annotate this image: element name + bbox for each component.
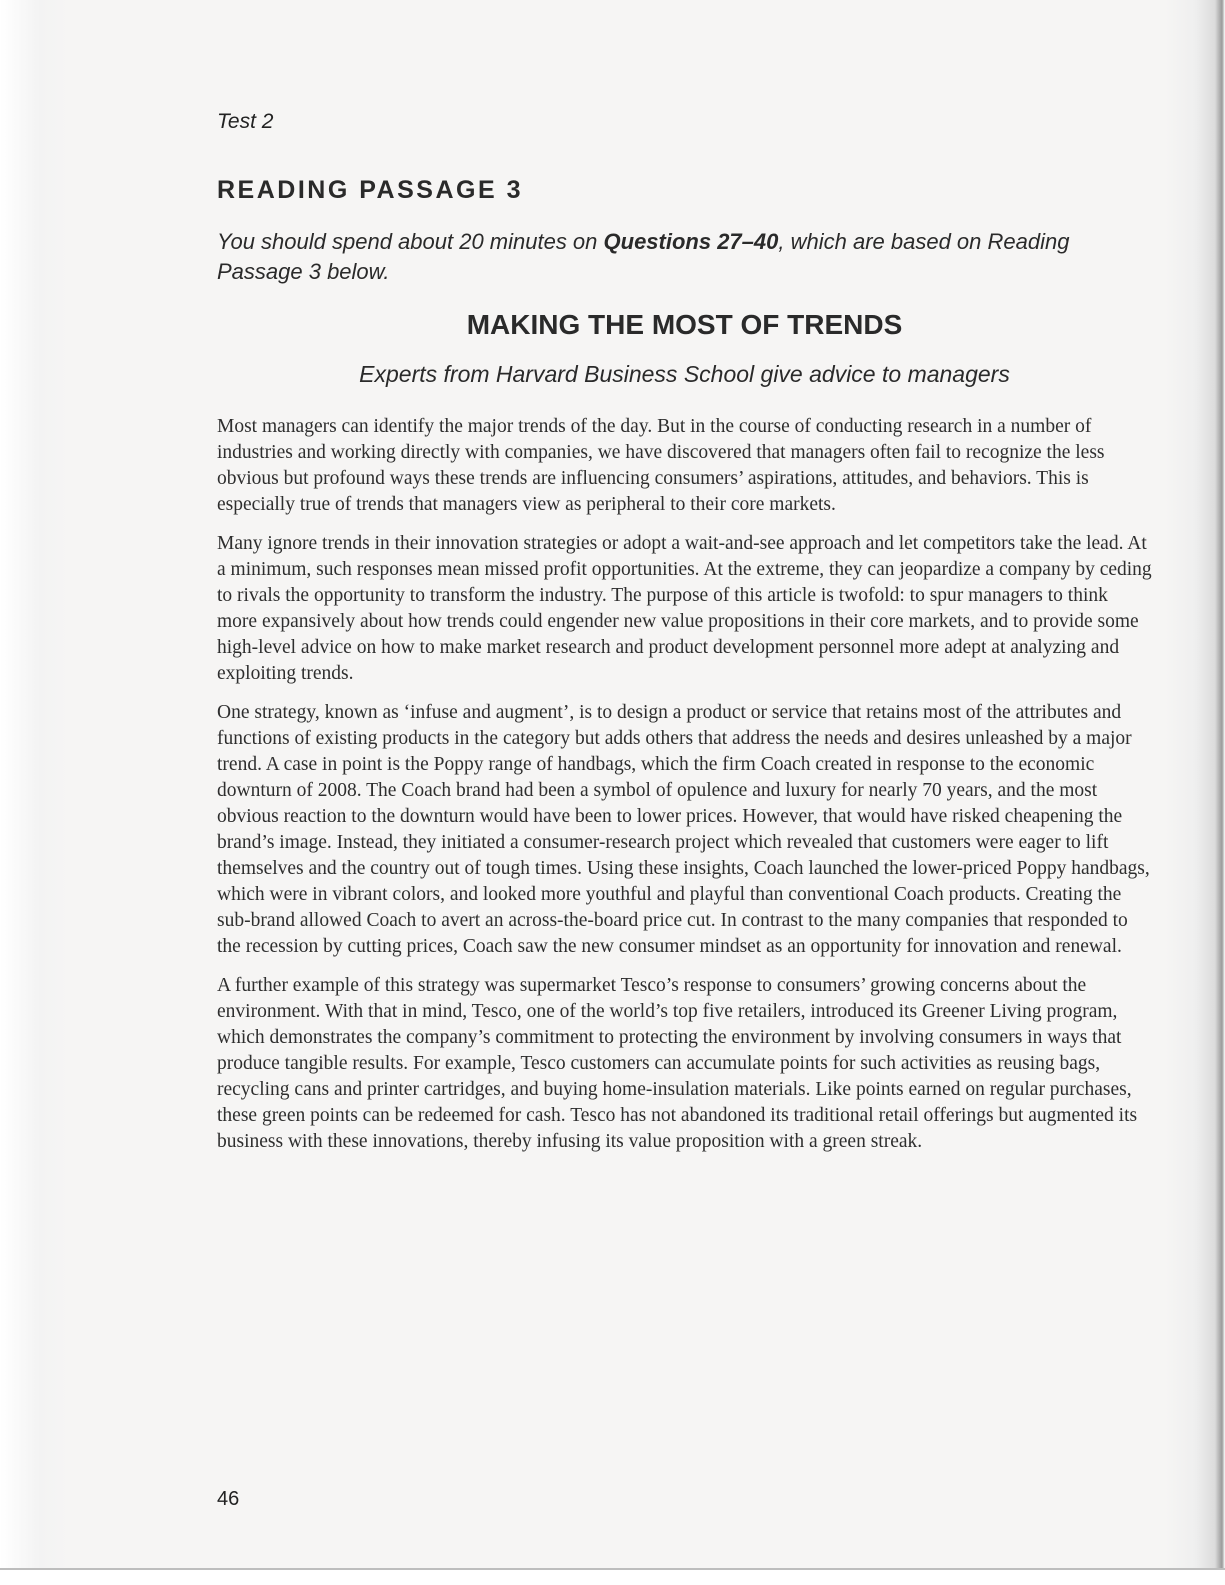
instructions-after: , which are based on Reading Passage 3 below. (217, 229, 1070, 284)
paragraph-2: Many ignore trends in their innovation strategies or adopt a wait-and-see approach and let competitors take the lead. At a minimum, such responses mean missed profit opportunities. At the extreme, they can jeopardize a company by ceding to rivals the opportunity to transform the industry. The purpose of this article is twofold: to spur managers to think more expansively about how trends could engender new value propositions in their core markets, and to provide some high-level advice on how to make market research and product development personnel more adept at analyzing and exploiting trends. (217, 533, 1152, 684)
paragraph-4: A further example of this strategy was supermarket Tesco’s response to consumers’ growing concerns about the environment. With that in mind, Tesco, one of the world’s top five retailers, introduced its Greener Living program, which demonstrates the company’s commitment to protecting the environment by involving consumers in ways that produce tangible results. For example, Tesco customers can accumulate points for such activities as reusing bags, recycling cans and printer cartridges, and buying home-insulation materials. Like points earned on regular purchases, these green points can be redeemed for cash. Tesco has not abandoned its traditional retail offerings but augmented its business with these innovations, thereby infusing its value proposition with a green streak. (217, 975, 1138, 1152)
page-left-edge (0, 0, 70, 1585)
instructions (217, 227, 1152, 287)
page-right-edge (1165, 0, 1225, 1585)
paragraph-1: Most managers can identify the major trends of the day. But in the course of conducting research in a number of industries and working directly with companies, we have discovered that managers often fail to recognize the less obvious but profound ways these trends are influencing consumers’ aspirations, attitudes, and behaviors. This is especially true of trends that managers view as peripheral to their core markets. (217, 416, 1105, 515)
page-bottom-margin (0, 1570, 1225, 1585)
page-number: 46 (217, 1488, 240, 1510)
article-subtitle: Experts from Harvard Business School give advice to managers (359, 361, 1010, 387)
article-title: MAKING THE MOST OF TRENDS (466, 309, 903, 340)
instructions-before: You should spend about 20 minutes on (217, 229, 604, 254)
page-content (217, 110, 1152, 1168)
running-head: Test 2 (217, 110, 274, 133)
passage-label: READING PASSAGE 3 (217, 176, 523, 204)
paragraph-3: One strategy, known as ‘infuse and augment’, is to design a product or service that retains most of the attributes and functions of existing products in the category but adds others that address the needs and desires unleashed by a major trend. A case in point is the Poppy range of handbags, which the firm Coach created in response to the economic downturn of 2008. The Coach brand had been a symbol of opulence and luxury for nearly 70 years, and the most obvious reaction to the downturn would have been to lower prices. However, that would have risked cheapening the brand’s image. Instead, they initiated a consumer-research project which revealed that customers were eager to lift themselves and the country out of tough times. Using these insights, Coach launched the lower-priced Poppy handbags, which were in vibrant colors, and looked more youthful and playful than conventional Coach products. Creating the sub-brand allowed Coach to avert an across-the-board price cut. In contrast to the many companies that responded to the recession by cutting prices, Coach saw the new consumer mindset as an opportunity for innovation and renewal. (217, 702, 1150, 957)
instructions-questions: Questions 27–40 (603, 229, 779, 254)
